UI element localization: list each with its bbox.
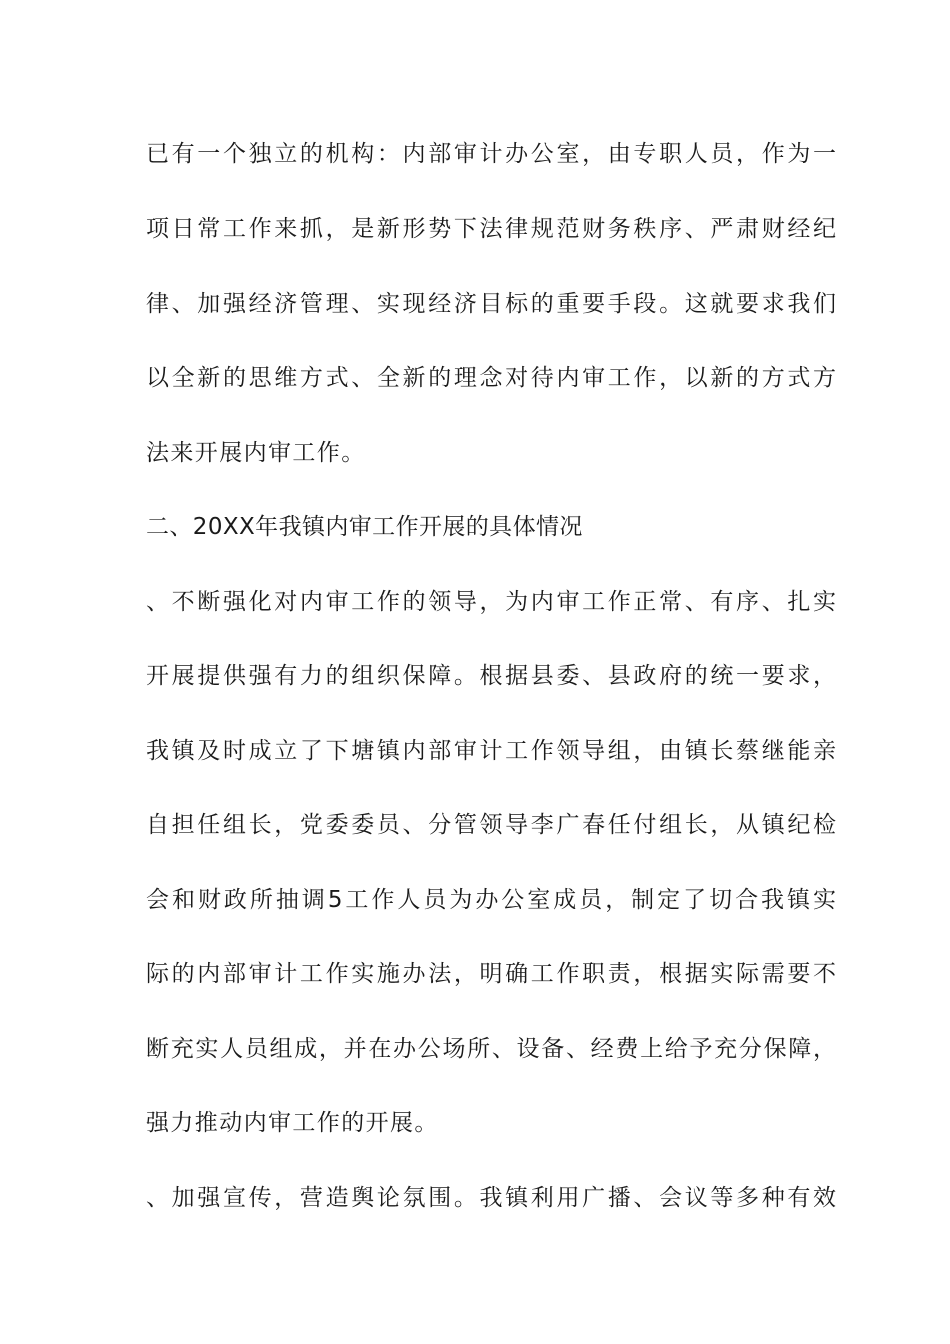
- paragraph-line: 会和财政所抽调5工作人员为办公室成员，制定了切合我镇实: [146, 887, 836, 913]
- paragraph-line: 已有一个独立的机构：内部审计办公室，由专职人员，作为一: [146, 141, 836, 167]
- paragraph-line: 断充实人员组成，并在办公场所、设备、经费上给予充分保障，: [146, 1036, 836, 1062]
- paragraph-line: 以全新的思维方式、全新的理念对待内审工作，以新的方式方: [146, 365, 836, 391]
- paragraph-line: 强力推动内审工作的开展。: [146, 1110, 439, 1136]
- paragraph-line: 律、加强经济管理、实现经济目标的重要手段。这就要求我们: [146, 291, 836, 317]
- paragraph-line: 我镇及时成立了下塘镇内部审计工作领导组，由镇长蔡继能亲: [146, 738, 836, 764]
- paragraph-line: 、加强宣传，营造舆论氛围。我镇利用广播、会议等多种有效: [146, 1185, 836, 1211]
- paragraph-line: 开展提供强有力的组织保障。根据县委、县政府的统一要求，: [146, 663, 836, 689]
- paragraph-line: 法来开展内审工作。: [146, 440, 366, 466]
- paragraph-line: 项日常工作来抓，是新形势下法律规范财务秩序、严肃财经纪: [146, 216, 836, 242]
- paragraph-line: 际的内部审计工作实施办法，明确工作职责，根据实际需要不: [146, 961, 836, 987]
- section-heading: 二、20XX年我镇内审工作开展的具体情况: [146, 514, 583, 540]
- paragraph-line: 、不断强化对内审工作的领导，为内审工作正常、有序、扎实: [146, 589, 836, 615]
- paragraph-line: 自担任组长，党委委员、分管领导李广春任付组长，从镇纪检: [146, 812, 836, 838]
